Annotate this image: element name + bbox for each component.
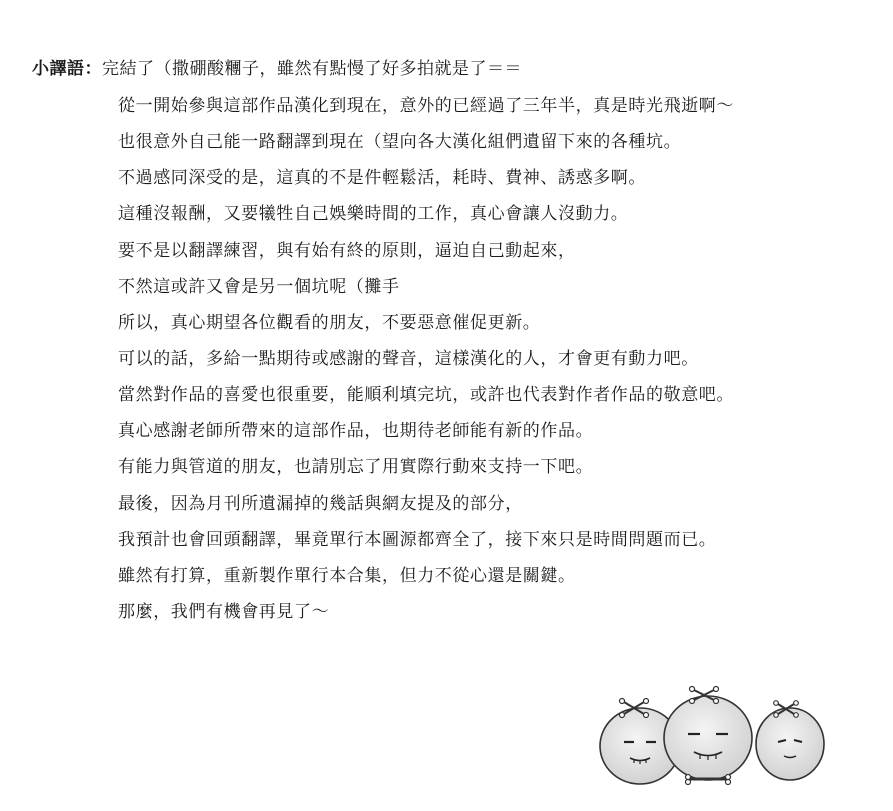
middle-skull-blob-icon — [664, 687, 752, 785]
note-line: 雖然有打算，重新製作單行本合集，但力不從心還是關鍵。 — [118, 566, 576, 586]
skull-blob-mascots-icon — [590, 684, 850, 794]
note-line: 當然對作品的喜愛也很重要，能順利填完坑，或許也代表對作者作品的敬意吧。 — [118, 385, 734, 405]
note-line: 不然這或許又會是另一個坑呢（攤手 — [118, 277, 400, 297]
note-line: 也很意外自己能一路翻譯到現在（望向各大漢化組們遺留下來的各種坑。 — [118, 132, 682, 152]
note-heading-row — [32, 56, 522, 82]
note-label: 小譯語： — [32, 59, 102, 79]
note-line: 我預計也會回頭翻譯，畢竟單行本圖源都齊全了，接下來只是時間問題而已。 — [118, 530, 717, 550]
note-line: 不過感同深受的是，這真的不是件輕鬆活，耗時、費神、誘惑多啊。 — [118, 168, 646, 188]
right-skull-blob-icon — [756, 701, 824, 780]
note-line: 可以的話，多給一點期待或感謝的聲音，這樣漢化的人，才會更有動力吧。 — [118, 349, 699, 369]
note-line: 真心感謝老師所帶來的這部作品，也期待老師能有新的作品。 — [118, 421, 594, 441]
note-line: 從一開始參與這部作品漢化到現在，意外的已經過了三年半，真是時光飛逝啊～ — [118, 96, 734, 116]
note-line: 那麼，我們有機會再見了～ — [118, 602, 330, 622]
note-line: 要不是以翻譯練習，與有始有終的原則，逼迫自己動起來， — [118, 241, 576, 261]
note-line: 有能力與管道的朋友，也請別忘了用實際行動來支持一下吧。 — [118, 457, 594, 477]
note-line: 這種沒報酬，又要犧牲自己娛樂時間的工作，真心會讓人沒動力。 — [118, 204, 629, 224]
note-first-line: 完結了（撒硼酸糰子，雖然有點慢了好多拍就是了＝＝ — [102, 59, 522, 79]
note-line: 所以，真心期望各位觀看的朋友，不要惡意催促更新。 — [118, 313, 541, 333]
note-line: 最後，因為月刊所遺漏掉的幾話與網友提及的部分， — [118, 494, 523, 514]
